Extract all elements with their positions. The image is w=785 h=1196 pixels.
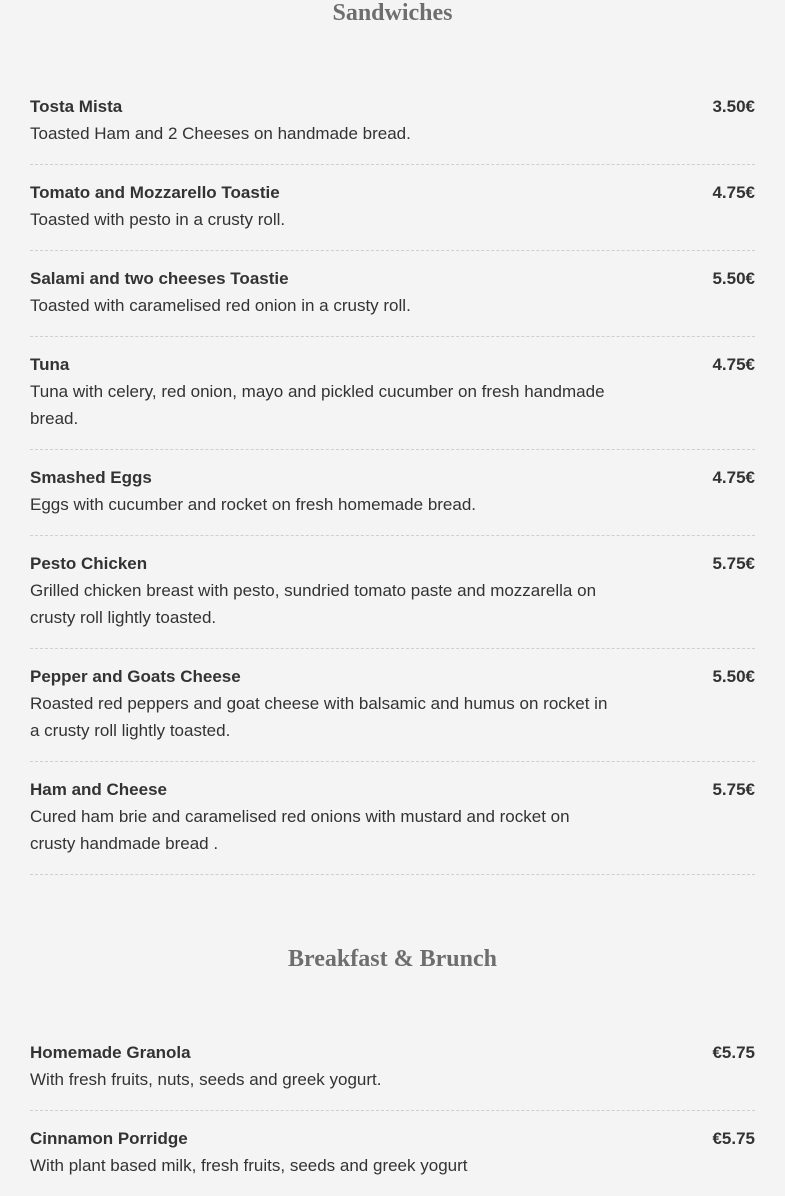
- item-name: Tuna: [30, 355, 70, 374]
- item-name: Pepper and Goats Cheese: [30, 667, 241, 686]
- item-name: Tomato and Mozzarello Toastie: [30, 183, 280, 202]
- item-price: 3.50€: [712, 97, 755, 116]
- item-description: Cured ham brie and caramelised red onions with mustard and rocket on crusty handmade bread .: [30, 807, 570, 853]
- menu-item: [30, 1025, 755, 1111]
- section-title-breakfast: Breakfast & Brunch: [288, 946, 497, 972]
- item-price: 5.75€: [712, 554, 755, 573]
- item-description: Toasted with caramelised red onion in a crusty roll.: [30, 296, 411, 315]
- menu-item: [30, 1111, 755, 1196]
- item-name: Cinnamon Porridge: [30, 1129, 188, 1148]
- item-price: 4.75€: [712, 355, 755, 374]
- item-price: 4.75€: [712, 183, 755, 202]
- item-price: €5.75: [712, 1129, 755, 1148]
- item-description: Toasted with pesto in a crusty roll.: [30, 210, 286, 229]
- item-description: Eggs with cucumber and rocket on fresh homemade bread.: [30, 495, 477, 514]
- menu-item: [30, 337, 755, 450]
- menu-item: [30, 251, 755, 337]
- section-title-sandwiches: Sandwiches: [332, 0, 453, 26]
- breakfast-menu-list: [30, 1025, 755, 1196]
- item-description: With fresh fruits, nuts, seeds and greek yogurt.: [30, 1070, 382, 1089]
- item-name: Salami and two cheeses Toastie: [30, 269, 289, 288]
- item-price: 5.75€: [712, 780, 755, 799]
- item-price: 5.50€: [712, 667, 755, 686]
- breakfast-section: [0, 945, 785, 1196]
- item-name: Ham and Cheese: [30, 780, 167, 799]
- menu-item: [30, 79, 755, 165]
- item-price: 4.75€: [712, 468, 755, 487]
- item-description: With plant based milk, fresh fruits, seeds and greek yogurt: [30, 1156, 468, 1175]
- menu-item: [30, 536, 755, 649]
- menu-item: [30, 762, 755, 875]
- sandwiches-menu-list: [30, 79, 755, 875]
- item-name: Homemade Granola: [30, 1043, 191, 1062]
- item-description: Toasted Ham and 2 Cheeses on handmade bread.: [30, 124, 411, 143]
- item-name: Tosta Mista: [30, 97, 123, 116]
- item-description: Tuna with celery, red onion, mayo and pickled cucumber on fresh handmade bread.: [30, 382, 605, 428]
- item-name: Pesto Chicken: [30, 554, 148, 573]
- menu-item: [30, 450, 755, 536]
- menu-item: [30, 649, 755, 762]
- item-price: €5.75: [712, 1043, 755, 1062]
- item-description: Grilled chicken breast with pesto, sundried tomato paste and mozzarella on crusty roll lightly toasted.: [30, 581, 597, 627]
- item-name: Smashed Eggs: [30, 468, 152, 487]
- item-description: Roasted red peppers and goat cheese with balsamic and humus on rocket in a crusty roll lightly toasted.: [30, 694, 608, 740]
- menu-item: [30, 165, 755, 251]
- item-price: 5.50€: [712, 269, 755, 288]
